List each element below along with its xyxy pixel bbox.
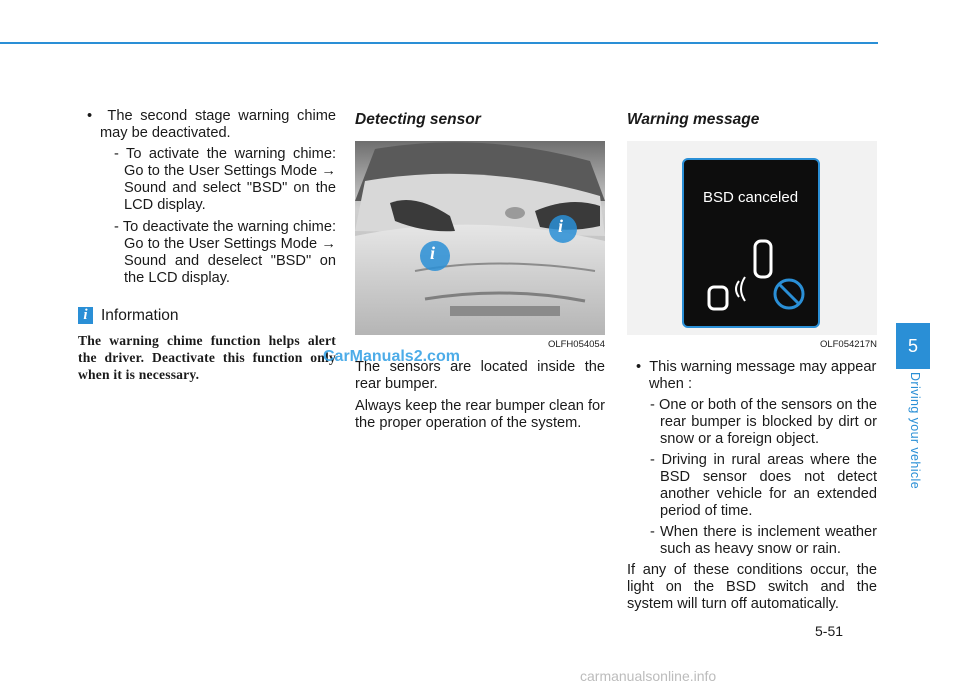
- info-icon: i: [78, 307, 93, 324]
- footer-watermark: carmanualsonline.info: [580, 668, 717, 684]
- information-body: The warning chime function helps alert the driver. Deactivate this function only when it is necessary.: [78, 333, 336, 382]
- image-caption: OLF054217N: [819, 339, 877, 350]
- screen-message: BSD canceled: [703, 189, 799, 206]
- rear-bumper-photo: [355, 141, 605, 335]
- cluster-screen-image: [627, 141, 877, 335]
- page-number: 5-51: [815, 623, 844, 639]
- information-heading: [78, 307, 336, 324]
- column-right: [627, 108, 877, 618]
- dash-activate-chime: - To activate the warning chime: Go to the User Settings Mode → Sound and select "BSD" on the LCD display.: [114, 146, 336, 213]
- section-title-detecting-sensor: Detecting sensor: [355, 111, 481, 128]
- header-rule: [0, 42, 878, 44]
- dash-sensor-blocked: - One or both of the sensors on the rear bumper is blocked by dirt or snow or a foreign object.: [650, 397, 877, 447]
- column-left: [78, 108, 336, 383]
- bullet-chime-deactivate: • The second stage warning chime may be deactivated.: [87, 108, 336, 141]
- dash-inclement-weather: - When there is inclement weather such as heavy snow or rain.: [650, 524, 877, 557]
- paragraph-keep-clean: Always keep the rear bumper clean for the proper operation of the system.: [355, 398, 605, 431]
- column-middle: [355, 108, 605, 437]
- dash-deactivate-chime: - To deactivate the warning chime: Go to the User Settings Mode → Sound and deselect "BSD" on the LCD display.: [114, 219, 336, 286]
- bullet-text: This warning message may appear when :: [649, 359, 877, 392]
- information-title: Information: [101, 307, 179, 324]
- chapter-label: Driving your vehicle: [908, 372, 922, 490]
- sensor-marker-left: i: [430, 243, 436, 263]
- sensor-marker-right: i: [558, 216, 564, 236]
- watermark-carmanuals: CarManuals2.com: [323, 348, 460, 365]
- paragraph-sensor-location: The sensors are located inside the rear bumper.: [355, 359, 605, 392]
- bullet-text: The second stage warning chime may be deactivated.: [100, 108, 336, 141]
- paragraph-turn-off: If any of these conditions occur, the light on the BSD switch and the system will turn off automatically.: [627, 562, 877, 612]
- bullet-may-appear: • This warning message may appear when :: [636, 359, 877, 392]
- image-caption: OLFH054054: [547, 339, 605, 350]
- section-title-warning-message: Warning message: [627, 111, 760, 128]
- chapter-number-tab: 5: [896, 323, 930, 369]
- dash-rural-areas: - Driving in rural areas where the BSD sensor does not detect another vehicle for an extended period of time.: [650, 452, 877, 519]
